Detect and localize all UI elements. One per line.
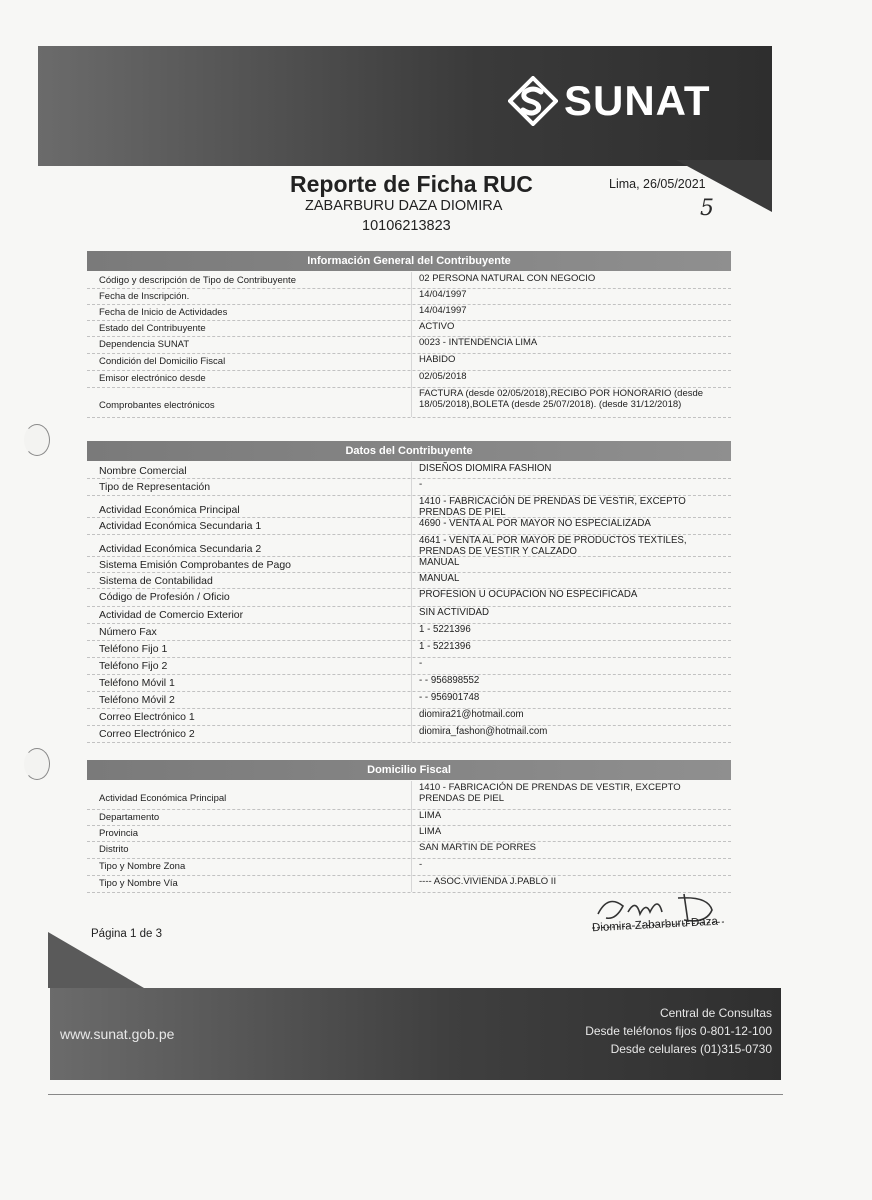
field-value: diomira_fashon@hotmail.com: [419, 726, 548, 737]
table-row: [87, 691, 731, 709]
table-row: [87, 387, 731, 418]
field-label: Sistema de Contabilidad: [99, 575, 213, 587]
table-row: [87, 370, 731, 388]
field-label: Comprobantes electrónicos: [99, 400, 215, 411]
field-label: Actividad Económica Principal: [99, 793, 227, 804]
punch-hole: [24, 424, 50, 456]
field-value: diomira21@hotmail.com: [419, 709, 524, 720]
table-row: [87, 841, 731, 859]
datos-section-heading: Datos del Contribuyente: [87, 441, 731, 461]
field-value: PROFESION U OCUPACION NO ESPECIFICADA: [419, 589, 638, 600]
field-label: Condición del Domicilio Fiscal: [99, 356, 226, 367]
page-number: Página 1 de 3: [91, 928, 162, 940]
taxpayer-name: ZABARBURU DAZA DIOMIRA: [305, 198, 503, 214]
table-row: [87, 304, 731, 321]
field-value: -: [419, 859, 423, 870]
field-value: 1410 - FABRICACIÓN DE PRENDAS DE VESTIR, EXCEPTO PRENDAS DE PIEL: [419, 496, 686, 518]
field-value: MANUAL: [419, 557, 460, 568]
field-value: ACTIVO: [419, 321, 455, 332]
field-value: 14/04/1997: [419, 305, 467, 316]
footer-consultas: Central de Consultas: [659, 1006, 772, 1020]
field-value: 02 PERSONA NATURAL CON NEGOCIO: [419, 273, 596, 284]
field-label: Provincia: [99, 828, 139, 839]
table-row: [87, 478, 731, 496]
field-value: 1 - 5221396: [419, 641, 471, 652]
ruc-number: 10106213823: [362, 218, 451, 234]
sunat-logo: [508, 76, 711, 126]
field-label: Código de Profesión / Oficio: [99, 591, 230, 603]
field-label: Código y descripción de Tipo de Contribuyente: [99, 275, 296, 286]
field-value: -: [419, 479, 423, 490]
table-row: [87, 588, 731, 607]
field-value: DISEÑOS DIOMIRA FASHION: [419, 463, 552, 474]
footer-fijos: Desde teléfonos fijos 0-801-12-100: [585, 1024, 772, 1038]
field-value: ---- ASOC.VIVIENDA J.PABLO II: [419, 876, 557, 887]
punch-hole: [24, 748, 50, 780]
table-row: [87, 572, 731, 589]
field-label: Nombre Comercial: [99, 465, 187, 477]
info_general-section-heading: Información General del Contribuyente: [87, 251, 731, 271]
table-row: [87, 674, 731, 692]
field-label: Distrito: [99, 844, 129, 855]
table-row: [87, 657, 731, 675]
column-divider: [411, 462, 412, 742]
field-value: 1410 - FABRICACIÓN DE PRENDAS DE VESTIR, EXCEPTO PRENDAS DE PIEL: [419, 782, 681, 804]
field-label: Actividad Económica Principal: [99, 504, 240, 516]
domicilio-section-heading: Domicilio Fiscal: [87, 760, 731, 780]
table-row: [87, 858, 731, 876]
table-row: [87, 272, 731, 289]
table-row: [87, 640, 731, 658]
field-label: Teléfono Fijo 1: [99, 643, 168, 655]
field-value: 0023 - INTENDENCIA LIMA: [419, 337, 538, 348]
field-label: Fecha de Inscripción.: [99, 291, 190, 302]
table-row: [87, 556, 731, 573]
field-label: Departamento: [99, 812, 160, 823]
field-value: -: [419, 658, 423, 669]
field-label: Teléfono Fijo 2: [99, 660, 168, 672]
signature-name: Diomira Zabarburu Daza: [591, 915, 719, 935]
field-value: 02/05/2018: [419, 371, 467, 382]
table-row: [87, 353, 731, 371]
field-value: 1 - 5221396: [419, 624, 471, 635]
field-label: Sistema Emisión Comprobantes de Pago: [99, 559, 292, 571]
table-row: [87, 495, 731, 518]
field-label: Actividad de Comercio Exterior: [99, 609, 244, 621]
table-row: [87, 809, 731, 826]
footer-contacts: [585, 1004, 772, 1058]
field-label: Tipo y Nombre Vía: [99, 878, 178, 889]
field-value: LIMA: [419, 826, 442, 837]
table-row: [87, 534, 731, 557]
field-label: Teléfono Móvil 1: [99, 677, 175, 689]
field-label: Dependencia SUNAT: [99, 339, 190, 350]
field-value: FACTURA (desde 02/05/2018),RECIBO POR HONORARIO (desde 18/05/2018),BOLETA (desde 25/07/2018). (desde 31/12/2018): [419, 388, 704, 410]
field-label: Emisor electrónico desde: [99, 373, 206, 384]
table-row: [87, 320, 731, 337]
footer-celulares: Desde celulares (01)315-0730: [610, 1042, 772, 1056]
field-value: - - 956901748: [419, 692, 480, 703]
table-row: [87, 462, 731, 479]
handwritten-mark: 5: [700, 196, 714, 221]
field-value: HABIDO: [419, 354, 456, 365]
table-row: [87, 708, 731, 726]
table-row: [87, 288, 731, 305]
table-row: [87, 623, 731, 641]
field-value: 4690 - VENTA AL POR MAYOR NO ESPECIALIZADA: [419, 518, 651, 529]
table-row: [87, 606, 731, 624]
table-row: [87, 336, 731, 354]
field-value: SAN MARTIN DE PORRES: [419, 842, 537, 853]
bottom-rule: [48, 1094, 783, 1095]
report-date: Lima, 26/05/2021: [609, 177, 706, 191]
table-row: [87, 825, 731, 842]
field-label: Número Fax: [99, 626, 157, 638]
field-label: Tipo de Representación: [99, 481, 211, 493]
field-label: Correo Electrónico 1: [99, 711, 195, 723]
field-value: SIN ACTIVIDAD: [419, 607, 489, 618]
field-label: Actividad Económica Secundaria 1: [99, 520, 262, 532]
field-label: Tipo y Nombre Zona: [99, 861, 186, 872]
field-label: Estado del Contribuyente: [99, 323, 206, 334]
column-divider: [411, 781, 412, 892]
field-label: Correo Electrónico 2: [99, 728, 195, 740]
table-row: [87, 725, 731, 743]
field-label: Fecha de Inicio de Actividades: [99, 307, 228, 318]
field-value: - - 956898552: [419, 675, 480, 686]
footer-corner: [48, 932, 144, 988]
field-value: 4641 - VENTA AL POR MAYOR DE PRODUCTOS TEXTILES, PRENDAS DE VESTIR Y CALZADO: [419, 535, 687, 557]
field-value: LIMA: [419, 810, 442, 821]
table-row: [87, 781, 731, 810]
field-value: MANUAL: [419, 573, 460, 584]
field-label: Teléfono Móvil 2: [99, 694, 175, 706]
field-value: 14/04/1997: [419, 289, 467, 300]
logo-text: SUNAT: [564, 77, 711, 124]
footer-url: www.sunat.gob.pe: [60, 1026, 175, 1042]
column-divider: [411, 272, 412, 417]
sunat-logo-icon: [508, 76, 558, 126]
field-label: Actividad Económica Secundaria 2: [99, 543, 262, 555]
table-row: [87, 517, 731, 535]
report-title: Reporte de Ficha RUC: [290, 171, 533, 197]
